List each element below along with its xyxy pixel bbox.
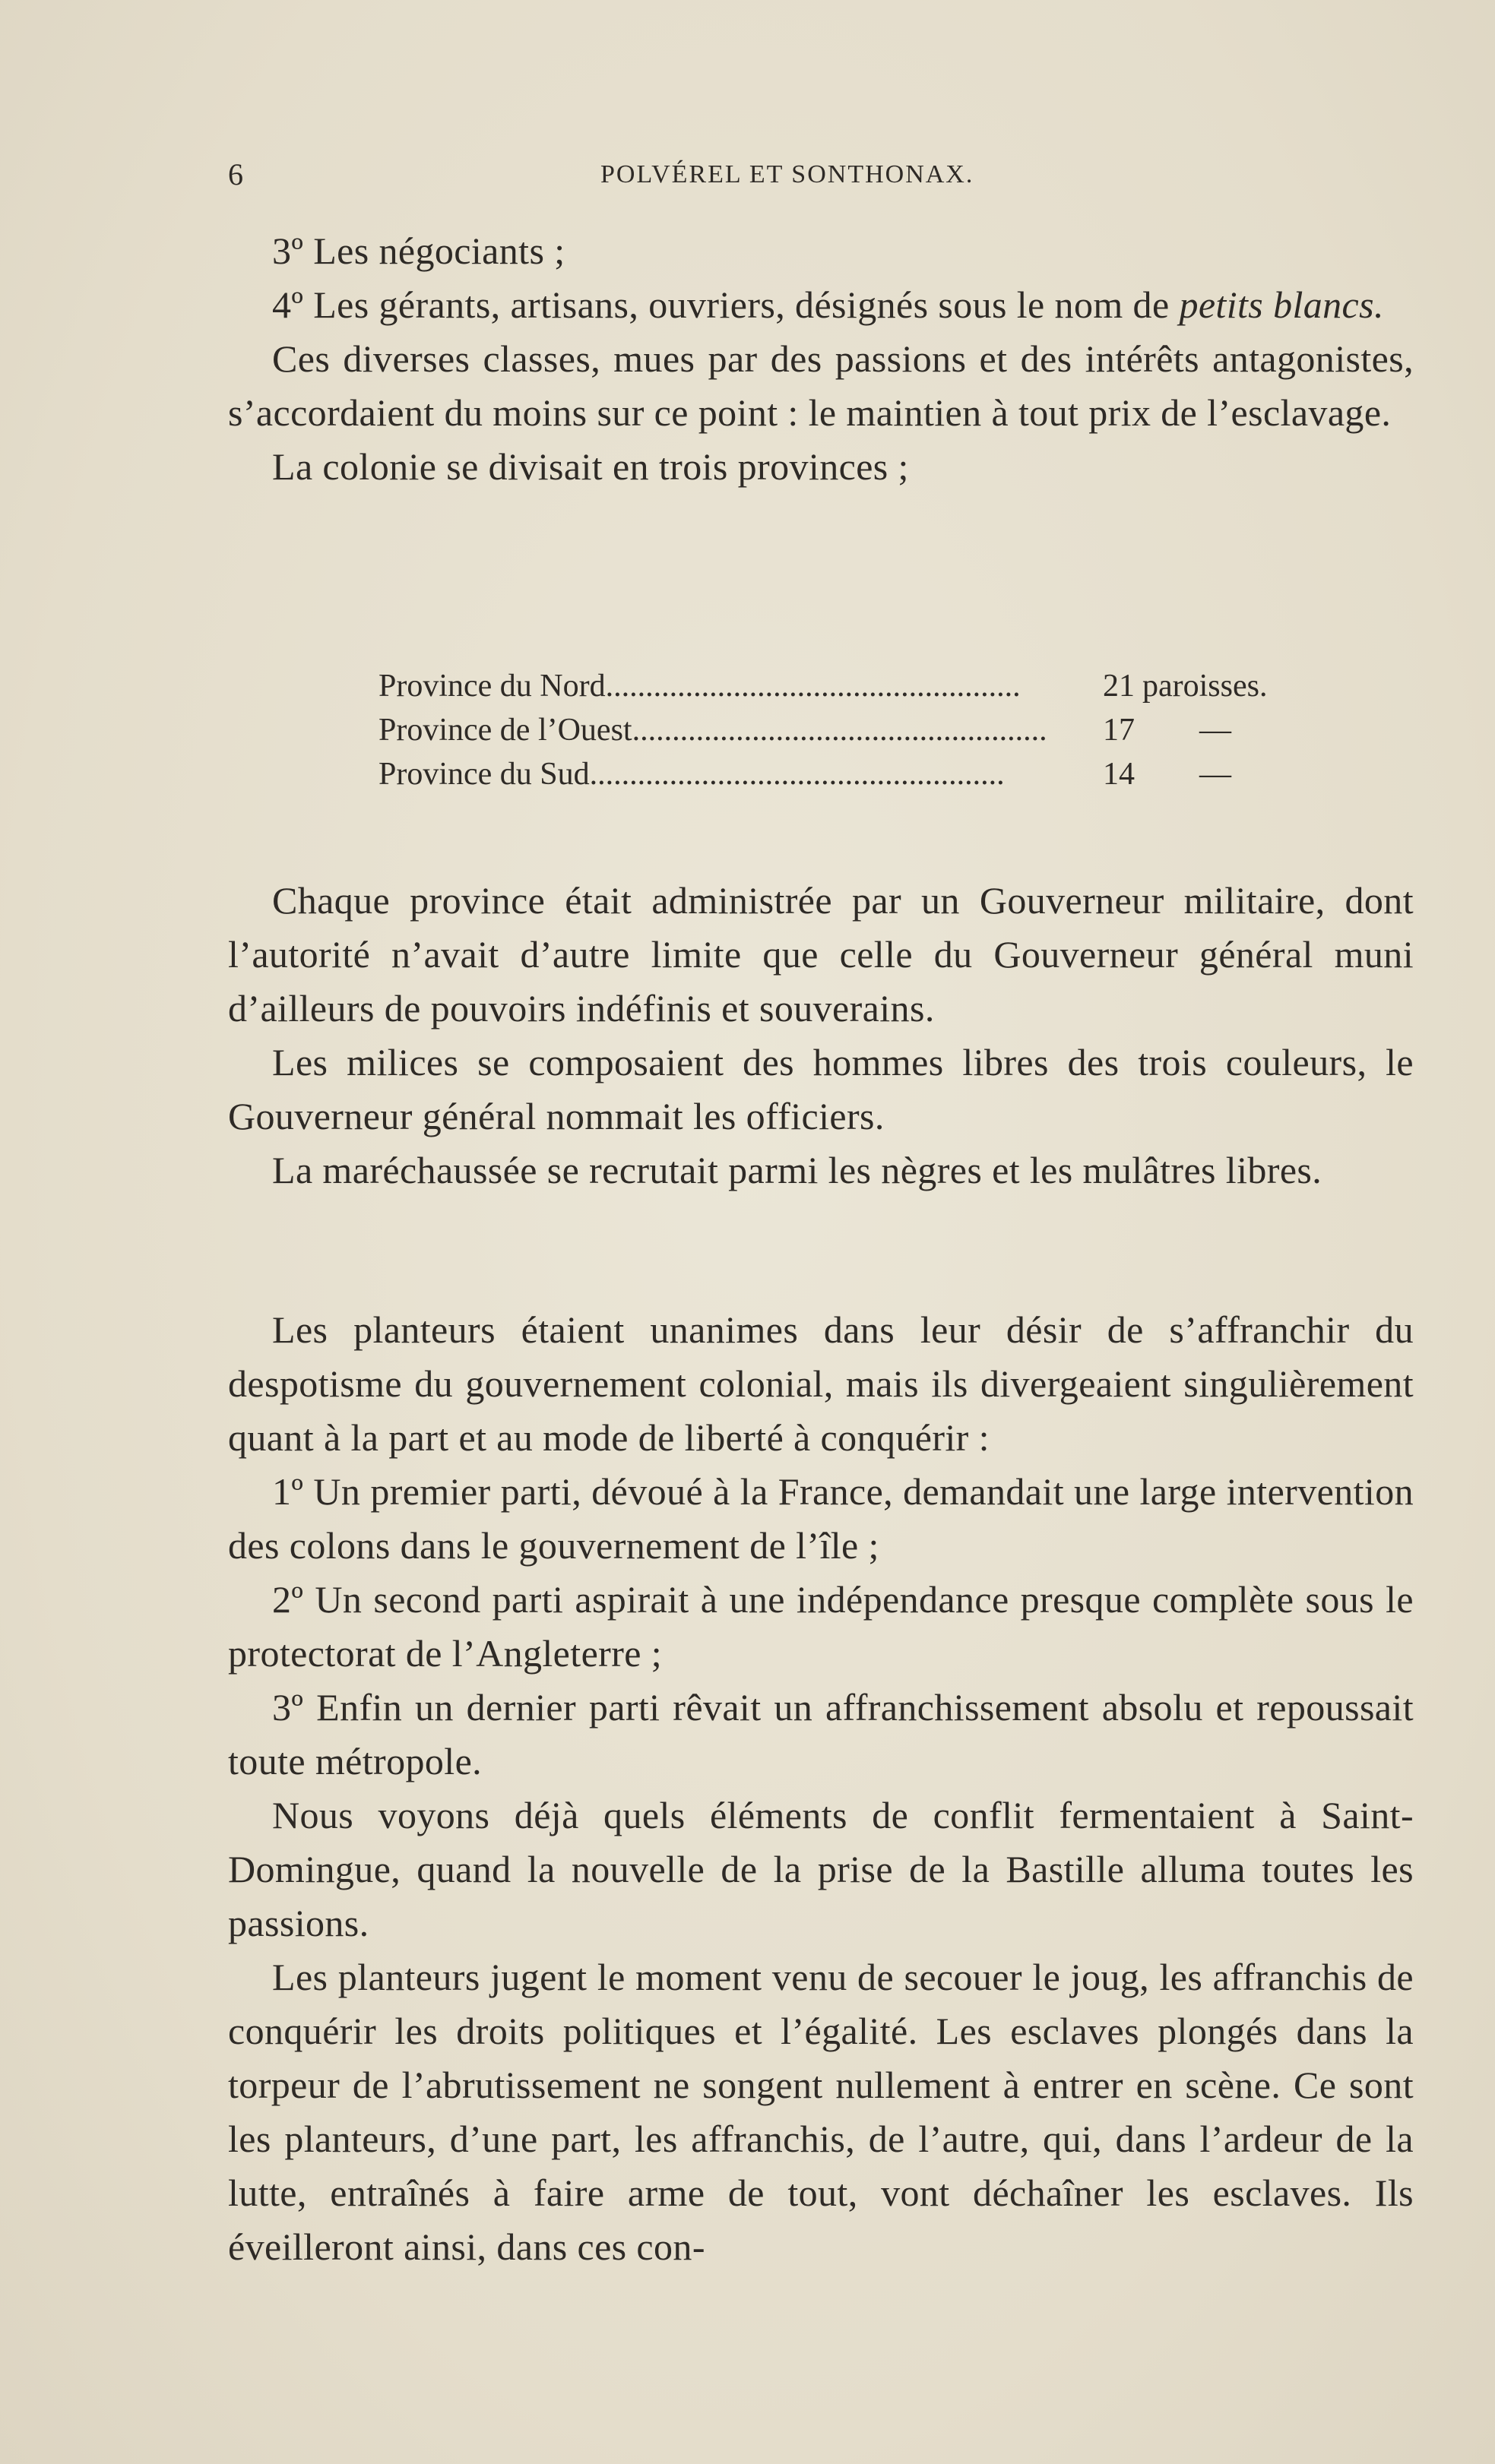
paragraph-bastille: Nous voyons déjà quels éléments de conflit fermentaient à Saint-Domingue, quand la nouvelle de la prise de la Bastille alluma toutes les passions. <box>228 1794 1414 1944</box>
text-block-partis <box>228 1303 1414 2274</box>
province-row <box>379 708 1291 752</box>
paragraph-milices: Les milices se composaient des hommes libres des trois couleurs, le Gouverneur général nommait les officiers. <box>228 1041 1414 1137</box>
province-row <box>379 664 1291 708</box>
petits-blancs-text: 4º Les gérants, artisans, ouvriers, désignés sous le nom de <box>272 283 1180 326</box>
paragraph-gouverneur: Chaque province était administrée par un Gouverneur militaire, dont l’autorité n’avait d’autre limite que celle du Gouverneur général muni d’ailleurs de pouvoirs indéfinis et souverains. <box>228 879 1414 1030</box>
paragraph-planteurs-joug: Les planteurs jugent le moment venu de secouer le joug, les affranchis de conquérir les droits politiques et l’égalité. Les esclaves plongés dans la torpeur de l’abrutissement ne songent nullement à entrer en scène. Ce sont les planteurs, d’une part, les affranchis, de l’autre, qui, dans l’ardeur de la lutte, entraînés à faire arme de tout, vont déchaîner les esclaves. Ils éveilleront ainsi, dans ces con- <box>228 1956 1414 2268</box>
province-name: Province du Nord.................................................... <box>379 669 1021 704</box>
paragraph-planteurs-unanimes: Les planteurs étaient unanimes dans leur désir de s’affranchir du despotisme du gouvernement colonial, mais ils divergeaient singulièrement quant à la part et au mode de liberté à conquérir : <box>228 1308 1414 1459</box>
province-name: Province de l’Ouest.................................................... <box>379 713 1047 748</box>
province-count: 21 <box>1103 669 1135 704</box>
paragraph-second-parti: 2º Un second parti aspirait à une indépendance presque complète sous le protectorat de l’Angleterre ; <box>228 1578 1414 1675</box>
paragraph-classes-antagonistes: Ces diverses classes, mues par des passions et des intérêts antagonistes, s’accordaient du moins sur ce point : le maintien à tout prix de l’esclavage. <box>228 337 1414 434</box>
province-unit-ditto: — <box>1199 757 1231 792</box>
page-header <box>228 152 1414 198</box>
text-block-classes <box>228 224 1414 494</box>
paragraph-premier-parti: 1º Un premier parti, dévoué à la France, demandait une large intervention des colons dans le gouvernement de l’île ; <box>228 1470 1414 1567</box>
province-count: 14 <box>1103 757 1135 792</box>
text-block-administration <box>228 874 1414 1197</box>
paragraph-petits-blancs <box>228 278 1414 332</box>
province-name: Province du Sud.................................................... <box>379 757 1005 792</box>
paragraph-marechaussee: La maréchaussée se recrutait parmi les nègres et les mulâtres libres. <box>272 1149 1322 1191</box>
running-title: POLVÉREL ET SONTHONAX. <box>600 160 974 188</box>
paragraph-trois-provinces: La colonie se divisait en trois provinces ; <box>272 445 909 488</box>
province-row <box>379 752 1291 796</box>
paragraph-negociants: 3º Les négociants ; <box>272 229 565 272</box>
petits-blancs-italic: petits blancs. <box>1179 283 1384 326</box>
province-unit: paroisses. <box>1142 669 1268 704</box>
province-table <box>379 664 1291 796</box>
province-count: 17 <box>1103 713 1135 748</box>
province-unit-ditto: — <box>1199 713 1231 748</box>
paragraph-dernier-parti: 3º Enfin un dernier parti rêvait un affranchissement absolu et repoussait toute métropole. <box>228 1686 1414 1782</box>
page-number: 6 <box>228 157 243 191</box>
